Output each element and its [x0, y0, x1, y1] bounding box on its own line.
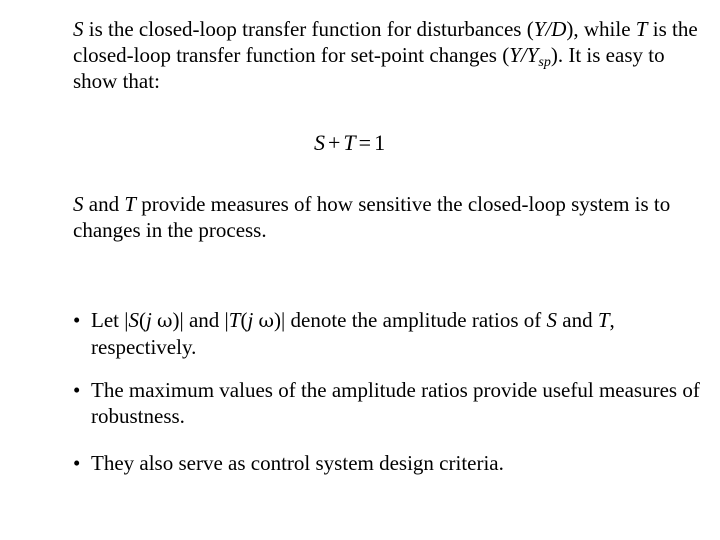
sensitivity-paragraph: S and T provide measures of how sensitive the closed-loop system is to changes in the process. — [73, 192, 671, 242]
bullet-robustness: • The maximum values of the amplitude ratios provide useful measures of robustness. — [73, 378, 700, 428]
symbol-s: S — [73, 17, 84, 41]
bullet-design-criteria: • They also serve as control system design criteria. — [73, 451, 504, 475]
bullet-dot: • — [73, 308, 81, 332]
bullet-dot: • — [73, 451, 81, 475]
bullet-dot: • — [73, 378, 81, 402]
symbol-t: T — [635, 17, 648, 41]
bullet-amplitude-ratios: • Let |S(j ω)| and |T(j ω)| denote the amplitude ratios of S and T, respectively. — [73, 308, 615, 359]
equation-s-plus-t: S + T = 1 — [314, 130, 386, 155]
intro-paragraph: S is the closed-loop transfer function for disturbances (Y/D), while T is the closed-loop transfer function for set-point changes $(Y/Y_{sp})$. It is easy to show that: — [73, 17, 698, 93]
